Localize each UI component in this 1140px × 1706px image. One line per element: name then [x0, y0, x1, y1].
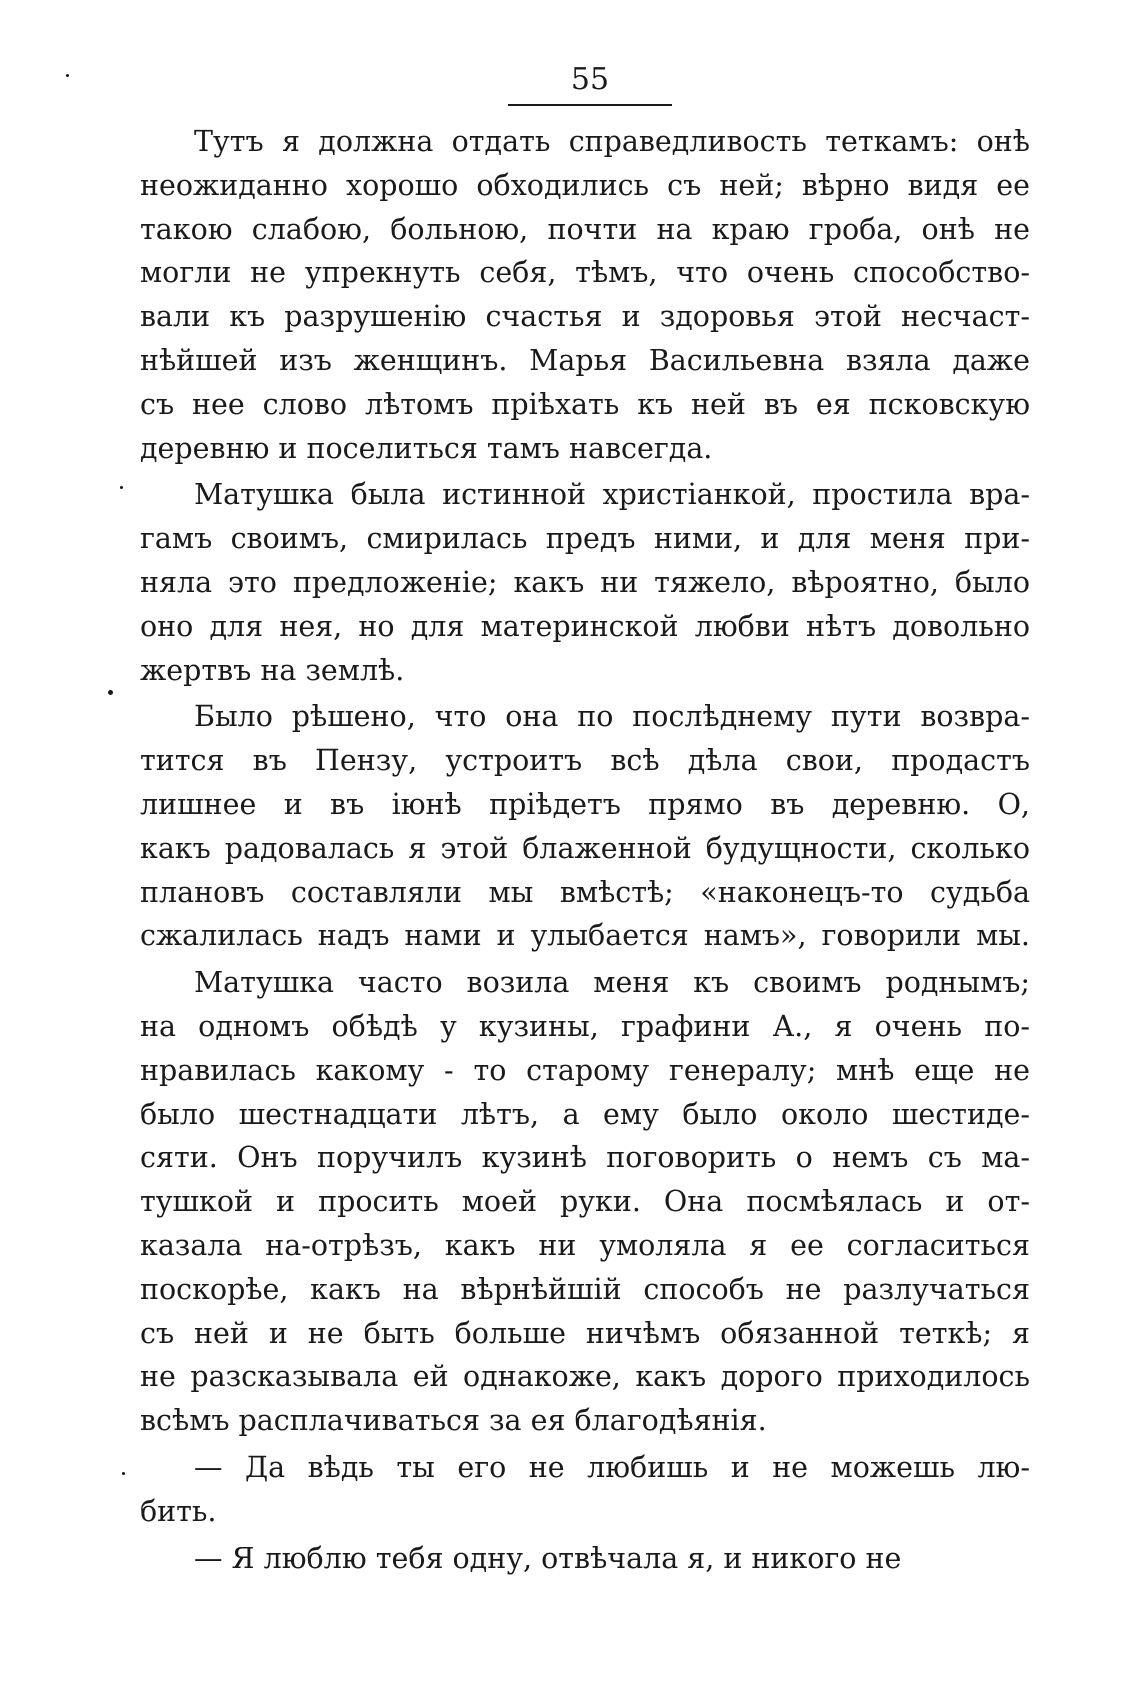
text-line: было шестнадцати лѣтъ, а ему было около шестиде-	[140, 1097, 1030, 1131]
text-line: съ ней и не быть больше ничѣмъ обязанной теткѣ; я	[140, 1316, 1030, 1350]
text-line: оно для нея, но для материнской любви нѣтъ довольно	[140, 609, 1030, 643]
scan-speck	[120, 486, 123, 489]
paragraph	[140, 1446, 1030, 1534]
text-line: нравилась какому - то старому генералу; мнѣ еще не	[140, 1053, 1030, 1087]
scan-speck	[122, 1472, 125, 1475]
text-line: жертвъ на землѣ.	[140, 653, 405, 687]
text-line: сжалилась надъ нами и улыбается намъ», говорили мы.	[140, 919, 1030, 953]
header-rule	[508, 104, 672, 106]
text-line: — Да вѣдь ты его не любишь и не можешь лю-	[194, 1450, 1030, 1484]
paragraph	[140, 961, 1030, 1443]
text-line: тушкой и просить моей руки. Она посмѣялась и от-	[140, 1185, 1030, 1219]
text-line: на одномъ обѣдѣ у кузины, графини А., я очень по-	[140, 1009, 1030, 1043]
text-line: плановъ составляли мы вмѣстѣ; «наконецъ-то судьба	[140, 875, 1030, 909]
text-line: казала на-отрѣзъ, какъ ни умоляла я ее согласиться	[140, 1228, 1030, 1262]
text-line: могли не упрекнуть себя, тѣмъ, что очень способство-	[140, 256, 1030, 290]
text-line: Матушка была истинной христіанкой, простила вра-	[194, 478, 1030, 512]
scan-speck	[108, 690, 113, 695]
text-line: какъ радовалась я этой блаженной будущности, сколько	[140, 831, 1030, 865]
text-line: няла это предложеніе; какъ ни тяжело, вѣроятно, было	[140, 565, 1030, 599]
text-line: гамъ своимъ, смирилась предъ ними, и для меня при-	[140, 522, 1030, 556]
text-line: тится въ Пензу, устроитъ всѣ дѣла свои, продастъ	[140, 744, 1030, 778]
page-number: 55	[570, 62, 610, 97]
text-line: вали къ разрушенію счастья и здоровья этой несчаст-	[140, 300, 1030, 334]
text-line: Матушка часто возила меня къ своимъ роднымъ;	[194, 966, 1030, 1000]
text-line: — Я люблю тебя одну, отвѣчала я, и никого не	[194, 1541, 902, 1575]
paragraph	[140, 120, 1030, 470]
text-line: Было рѣшено, что она по послѣднему пути возвра-	[194, 700, 1030, 734]
text-line: нѣйшей изъ женщинъ. Марья Васильевна взяла даже	[140, 343, 1030, 377]
text-line: съ нее слово лѣтомъ пріѣхать къ ней въ ея псковскую	[140, 387, 1030, 421]
body-text	[140, 120, 1030, 1580]
text-line: деревню и поселиться тамъ навсегда.	[140, 431, 713, 465]
text-line: лишнее и въ іюнѣ пріѣдетъ прямо въ деревню. О,	[140, 787, 1030, 821]
text-line: не разсказывала ей однакоже, какъ дорого приходилось	[140, 1360, 1030, 1394]
text-line: бить.	[140, 1494, 217, 1528]
text-line: неожиданно хорошо обходились съ ней; вѣрно видя ее	[140, 168, 1030, 202]
paragraph	[140, 1537, 1030, 1581]
text-line: такою слабою, больною, почти на краю гроба, онѣ не	[140, 212, 1030, 246]
paragraph	[140, 695, 1030, 958]
text-line: сяти. Онъ поручилъ кузинѣ поговорить о немъ съ ма-	[140, 1141, 1030, 1175]
text-line: всѣмъ расплачиваться за ея благодѣянія.	[140, 1404, 767, 1438]
text-line: Тутъ я должна отдать справедливость теткамъ: онѣ	[194, 125, 1030, 158]
scan-speck	[66, 74, 69, 77]
text-line: поскорѣе, какъ на вѣрнѣйшій способъ не разлучаться	[140, 1272, 1030, 1306]
paragraph	[140, 473, 1030, 692]
